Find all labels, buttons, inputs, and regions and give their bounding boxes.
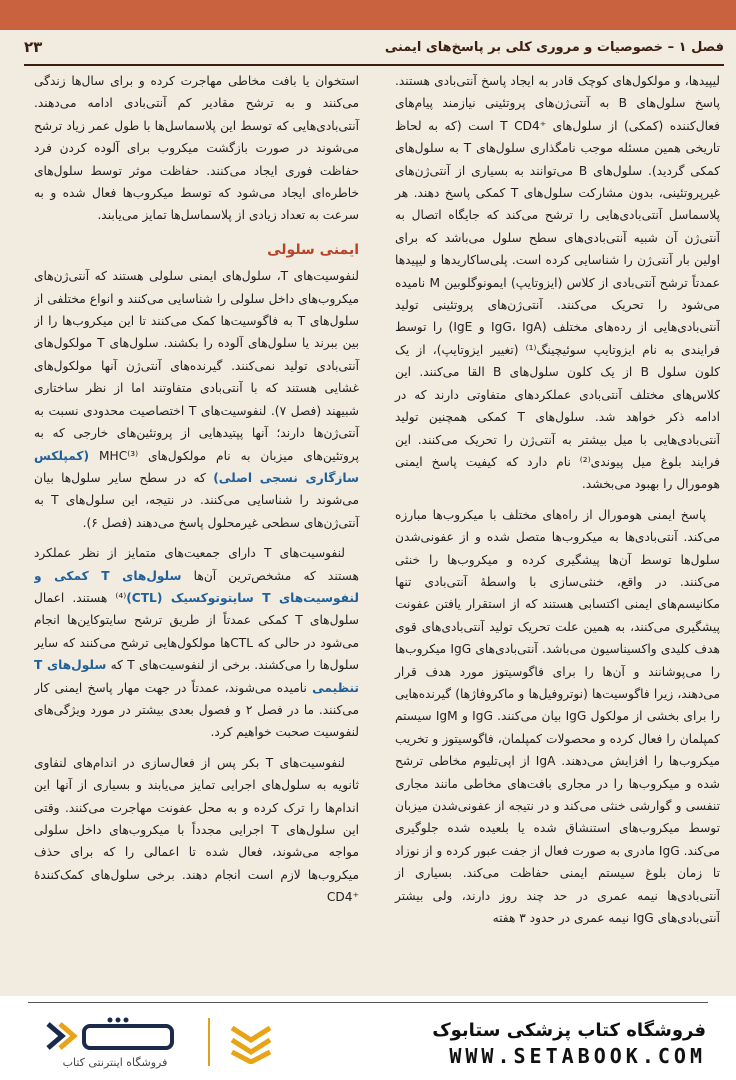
paragraph: لیپیدها، و مولکول‌های کوچک قادر به ایجاد پاسخ آنتی‌بادی هستند. پاسخ سلول‌های B به آنتی‌ژن‌های پروتئینی نیازمند پیام‌های فعال‌کننده (کمکی) از سلول‌های ⁺T CD4 است (که به لحاظ تاریخی همین مسئله موجب نامگذاری سلول‌های T به سلول‌های کمکی گردید). سلول‌های B می‌توانند به بسیاری از آنتی‌ژن‌های غیرپروتئینی، بدون مشارکت سلول‌های T کمکی پاسخ دهند. هر پلاسماسل آنتی‌بادی‌هایی را ترشح می‌کند که جایگاه اتصال به آنتی‌ژن آن شبیه آنتی‌بادی‌های سطح سلول می‌باشد که برای اولین بار آنتی‌ژن را شناسایی کرده است. پلی‌ساکاریدها و لیپیدها عمدتاً ترشح آنتی‌بادی از کلاس (ایزوتایپ) ایمونوگلوبین M نامیده می‌شود را تحریک می‌کنند. آنتی‌ژن‌های پروتئینی تولید آنتی‌بادی‌هایی از رده‌های مختلف (IgG، IgA و IgE) را توسط فرایندی به نام ایزوتایپ سوئیچینگ⁽¹⁾ (تغییر ایزوتایپ)، از یک کلون سلول B از یک کلون سلول‌های B القا می‌کنند. این کلاس‌های مختلف آنتی‌بادی عملکردهای متفاوتی دارند که در ادامه ذکر خواهد شد. سلول‌های T کمکی همچنین تولید آنتی‌بادی‌هایی با میل بیشتر به آنتی‌ژن را تحریک می‌کنند. این فرایند بلوغ میل پیوندی⁽²⁾ نام دارد که کیفیت پاسخ ایمنی هومورال را بهبود می‌بخشد.: [395, 74, 720, 492]
watermark-footer: [0, 996, 736, 1080]
paragraph: [34, 542, 359, 744]
footer-divider: [208, 1018, 210, 1066]
header-rule: [24, 64, 724, 66]
text-run: که در سطح سایر سلول‌ها بیان می‌شوند را شناسایی می‌کنند. در نتیجه، این سلول‌های T به آنتی‌ژن‌های سطحی غیرمحلول پاسخ می‌دهند (فصل ۶).: [34, 470, 359, 530]
text-run: نامیده می‌شوند، عمدتاً در جهت مهار پاسخ ایمنی کار می‌کنند. ما در فصل ۲ و فصول بعدی بیشتر در مورد ویژگی‌های لنفوسیت صحبت خواهیم کرد.: [34, 680, 359, 740]
chapter-title: فصل ۱ – خصوصیات و مروری کلی بر پاسخ‌های ایمنی: [384, 39, 724, 55]
logo-subtitle: فروشگاه اینترنتی کتاب: [62, 1056, 168, 1069]
term-highlight: سلول‌های T کمکی و لنفوسیت‌های T سایتوتوکسیک (CTL): [34, 568, 359, 605]
page-body: [34, 70, 720, 994]
paragraph: [34, 265, 359, 534]
chevron-stack-icon: [228, 1024, 274, 1064]
term-highlight: (کمپلکس سازگاری نسجی اصلی): [34, 448, 359, 485]
website-link[interactable]: WWW.SETABOOK.COM: [449, 1044, 706, 1068]
store-name: فروشگاه کتاب پزشکی ستابوک: [432, 1020, 706, 1041]
paragraph: لنفوسیت‌های T بکر پس از فعال‌سازی در اندام‌های لنفاوی ثانویه به سلول‌های اجرایی تمایز می‌یابند و بسیاری از آنها این اندام‌ها را ترک کرده و به محل عفونت مهاجرت می‌کنند. وقتی این سلول‌های T اجرایی مجدداً با میکروب‌های داخل سلولی مواجه می‌شوند، فعال شده تا اعمالی را که برای حذف میکروب‌ها لازم است انجام دهند. برخی سلول‌های کمک‌کنندهٔ ⁺CD4: [34, 755, 359, 905]
left-column: [34, 70, 359, 909]
paragraph: استخوان یا بافت مخاطی مهاجرت کرده و برای سال‌ها زندگی می‌کنند و به ترشح مقادیر کم آنتی‌بادی ادامه می‌دهند. آنتی‌بادی‌هایی که توسط این پلاسماسل‌ها با طول عمر زیاد ترشح می‌شوند در صورت بازگشت میکروب برای آلوده کردن فرد حفاظت فوری ایجاد می‌کنند. حفاظت موثر توسط سلول‌های خاطره‌ای ایجاد می‌شود که توسط میکروب‌ها فعال شده و به سرعت به تعداد زیادی از پلاسماسل‌ها تمایز می‌یابند.: [34, 74, 359, 223]
text-run: ⁽⁴⁾ هستند. اعمال سلول‌های T کمکی عمدتاً از طریق ترشح سایتوکاین‌ها انجام می‌شود در حالی که CTLها مولکول‌هایی ترشح می‌کنند که سایر سلول‌ها را می‌کشند. برخی از لنفوسیت‌های T که: [34, 590, 359, 673]
text-run: لنفوسیت‌های T، سلول‌های ایمنی سلولی هستند که آنتی‌ژن‌های میکروب‌های داخل سلولی را شناسایی می‌کنند و انواع مختلفی از سلول‌های T به فاگوسیت‌ها کمک می‌کنند تا این میکروب‌ها را از بین ببرند یا سلول‌های آلوده را بکشند. سلول‌های T مولکول‌های آنتی‌بادی تولید نمی‌کنند. گیرنده‌های آنتی‌ژن آنها مولکول‌های غشایی هستند که با آنتی‌بادی متفاوتند اما از نظر ساختاری شبیهند (فصل ۷). لنفوسیت‌های T اختصاصیت محدودی نسبت به آنتی‌ژن‌ها دارند؛ آنها پپتیدهایی از پروتئین‌های خارجی که به پروتئین‌های میزبان به نام مولکول‌های ⁽³⁾MHC: [34, 269, 360, 463]
page-number: ۲۳: [24, 38, 43, 56]
term-highlight: سلول‌های T تنظیمی: [34, 658, 359, 695]
paragraph: پاسخ ایمنی هومورال از راه‌های مختلف با میکروب‌ها مبارزه می‌کند. آنتی‌بادی‌ها به میکروب‌ها متصل شده و از عفونی‌شدن سلول‌ها توسط آن‌ها پیشگیری کرده و میکروب‌ها را خنثی می‌کنند. در واقع، خنثی‌سازی با واسطهٔ آنتی‌بادی تنها مکانیسم‌های ایمنی اکتسابی هستند که از استقرار یافتن عفونت پیشگیری می‌کنند، به همین علت تحریک تولید آنتی‌بادی‌های قوی هدف کلیدی واکسیناسیون می‌باشد. آنتی‌بادی‌های IgG میکروب‌ها را می‌پوشانند و آن‌ها را برای فاگوسیتوز مورد هدف قرار می‌دهند، زیرا فاگوسیت‌ها (نوتروفیل‌ها و ماکروفاژها) گیرنده‌هایی را برای بخشی از مولکول IgG بیان می‌کنند. IgG و IgM سیستم کمپلمان را فعال کرده و محصولات کمپلمان، فاگوسیتوز و تخریب میکروب‌ها را افزایش می‌دهند. IgA از اپی‌تلیوم مخاطی ترشح شده و میکروب‌ها را در مجاری بافت‌های مخاطی مانند مجاری تنفسی و گوارشی خنثی می‌کند و در نتیجه از عفونی‌شدن میزبان توسط میکروب‌های استنشاق شده یا بلعیده شده جلوگیری می‌کند. IgG مادری به صورت فعال از جفت عبور کرده و از نوزاد تا زمان بلوغ سیستم ایمنی حفاظت می‌کند. بسیاری از آنتی‌بادی‌ها نیمه عمری در حد چند روز دارند، ولی بیشتر آنتی‌بادی‌های IgG نیمه عمری در حدود ۳ هفته: [395, 507, 720, 926]
top-color-strip: [0, 0, 736, 30]
text-run: لنفوسیت‌های T دارای جمعیت‌های متمایز از نظر عملکرد هستند که مشخص‌ترین آن‌ها: [34, 546, 359, 583]
footer-rule: [28, 1002, 708, 1003]
section-title: ایمنی سلولی: [267, 241, 359, 258]
page-header: [24, 30, 724, 64]
right-column: [395, 70, 720, 929]
